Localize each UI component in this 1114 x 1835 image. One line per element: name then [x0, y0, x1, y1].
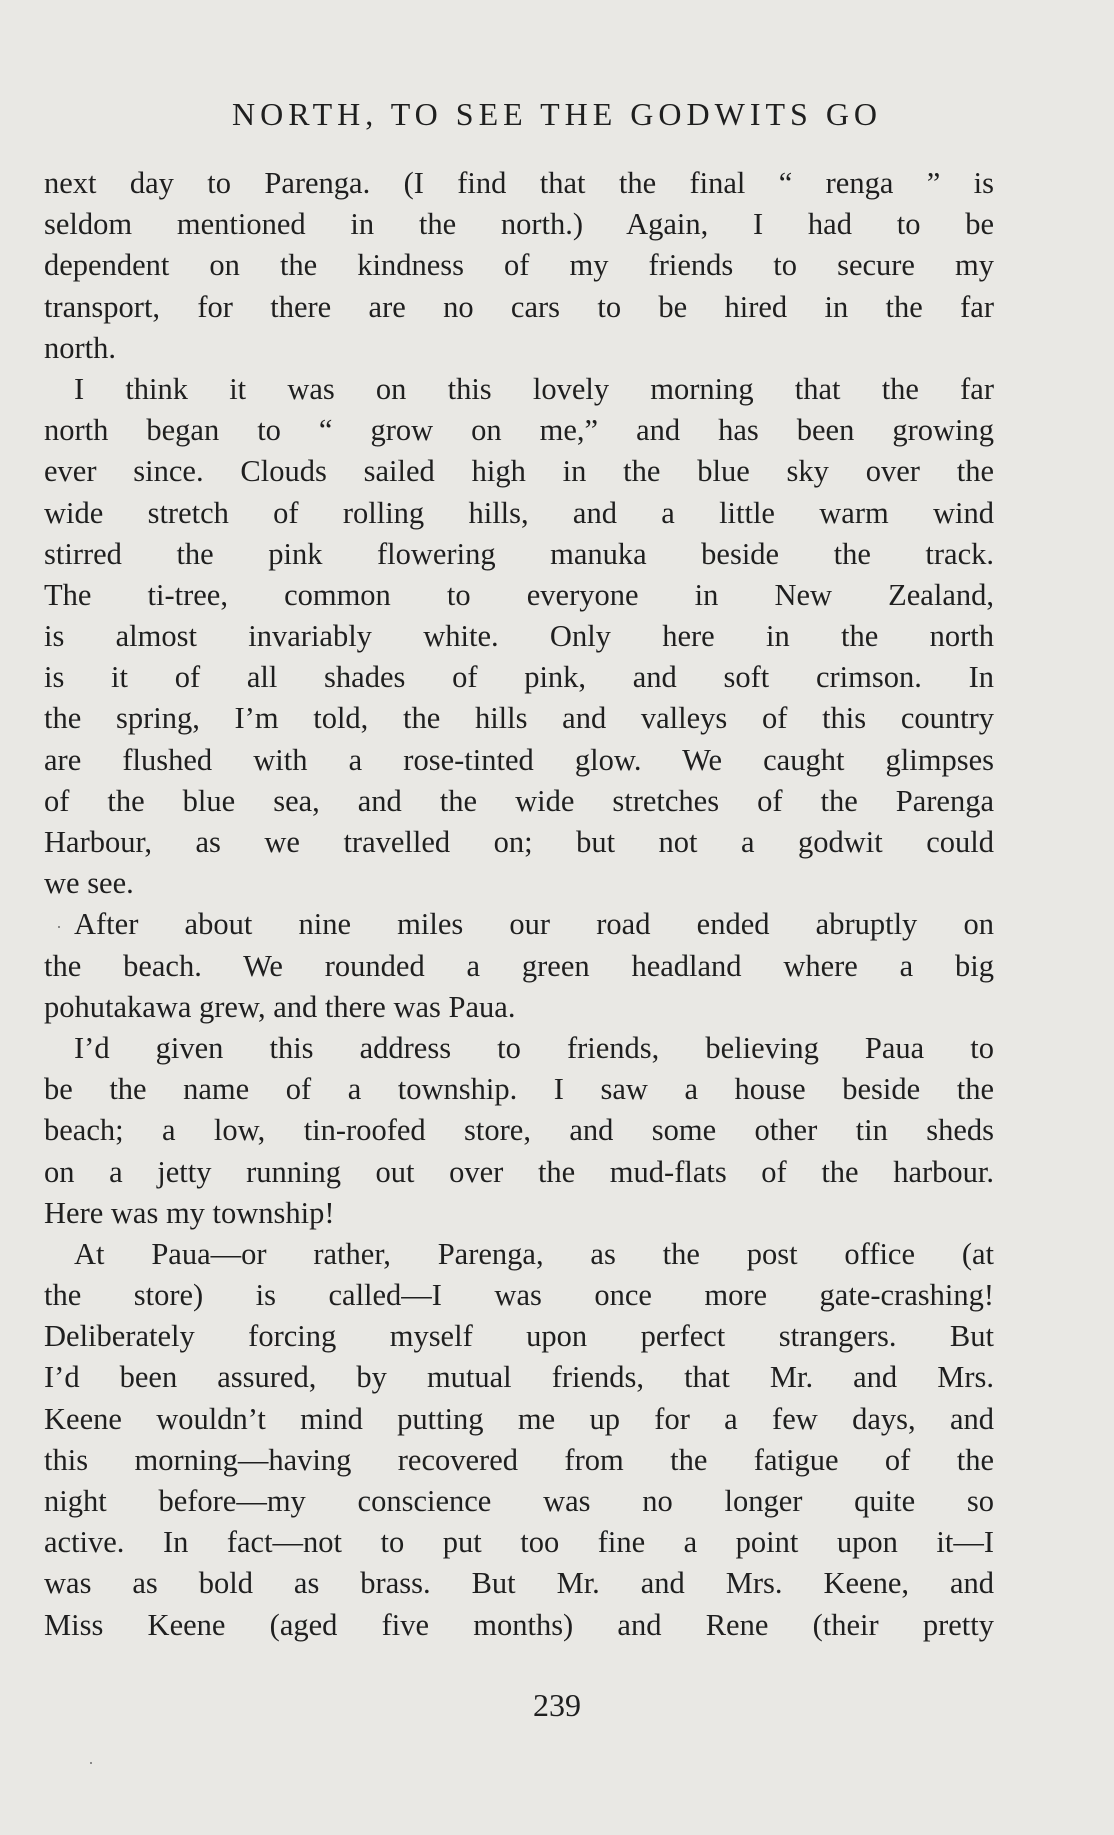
paragraph-first-line: After about nine miles our road ended abruptly on [74, 907, 994, 942]
text-line: this morning—having recovered from the fatigue of the [44, 1442, 994, 1477]
running-head: NORTH, TO SEE THE GODWITS GO [231, 96, 883, 132]
text-line: are flushed with a rose-tinted glow. We caught glimpses [44, 742, 994, 777]
text-line: ever since. Clouds sailed high in the blue sky over the [44, 454, 994, 489]
text-line: active. In fact—not to put too fine a point upon it—I [44, 1525, 994, 1560]
text-line: the spring, I’m told, the hills and valleys of this country [44, 701, 994, 736]
text-line: I’d been assured, by mutual friends, that Mr. and Mrs. [44, 1360, 994, 1395]
text-line: the beach. We rounded a green headland where a big [44, 948, 994, 983]
text-line: Keene wouldn’t mind putting me up for a few days, and [44, 1401, 994, 1436]
page-number: 239 [533, 1687, 581, 1723]
text-line: The ti-tree, common to everyone in New Zealand, [44, 577, 994, 612]
text-line: north. [44, 330, 117, 365]
text-line: night before—my conscience was no longer quite so [44, 1484, 994, 1518]
text-line: was as bold as brass. But Mr. and Mrs. Keene, and [44, 1566, 994, 1601]
text-line: stirred the pink flowering manuka beside the track. [44, 536, 994, 571]
text-line: on a jetty running out over the mud-flats of the harbour. [44, 1154, 994, 1189]
body-text [44, 163, 994, 1646]
text-line: Miss Keene (aged five months) and Rene (their pretty [44, 1607, 994, 1642]
text-line: is almost invariably white. Only here in the north [44, 619, 994, 654]
paragraph-first-line: At Paua—or rather, Parenga, as the post office (at [74, 1236, 994, 1271]
text-line: Here was my township! [44, 1195, 335, 1230]
text-line: dependent on the kindness of my friends to secure my [44, 248, 994, 283]
paragraph-first-line: I’d given this address to friends, believing Paua to [74, 1030, 994, 1065]
text-line: is it of all shades of pink, and soft crimson. In [44, 660, 994, 695]
paper-speck [58, 926, 60, 928]
text-line: beach; a low, tin-roofed store, and some other tin sheds [44, 1113, 994, 1148]
text-line: wide stretch of rolling hills, and a little warm wind [44, 495, 994, 530]
text-line: pohutakawa grew, and there was Paua. [44, 989, 516, 1024]
text-line: next day to Parenga. (I find that the final “ renga ” is [44, 166, 994, 200]
text-line: transport, for there are no cars to be hired in the far [44, 289, 994, 324]
text-line: we see. [44, 866, 134, 901]
text-line: Harbour, as we travelled on; but not a godwit could [44, 825, 994, 859]
text-line: Deliberately forcing myself upon perfect strangers. But [44, 1319, 994, 1354]
paper-speck [90, 1762, 92, 1764]
paragraph-first-line: I think it was on this lovely morning that the far [74, 371, 994, 406]
text-line: be the name of a township. I saw a house beside the [44, 1072, 994, 1107]
text-line: of the blue sea, and the wide stretches of the Parenga [44, 783, 994, 818]
text-line: seldom mentioned in the north.) Again, I had to be [44, 207, 994, 242]
text-line: north began to “ grow on me,” and has been growing [44, 413, 994, 448]
text-line: the store) is called—I was once more gate-crashing! [44, 1278, 994, 1313]
